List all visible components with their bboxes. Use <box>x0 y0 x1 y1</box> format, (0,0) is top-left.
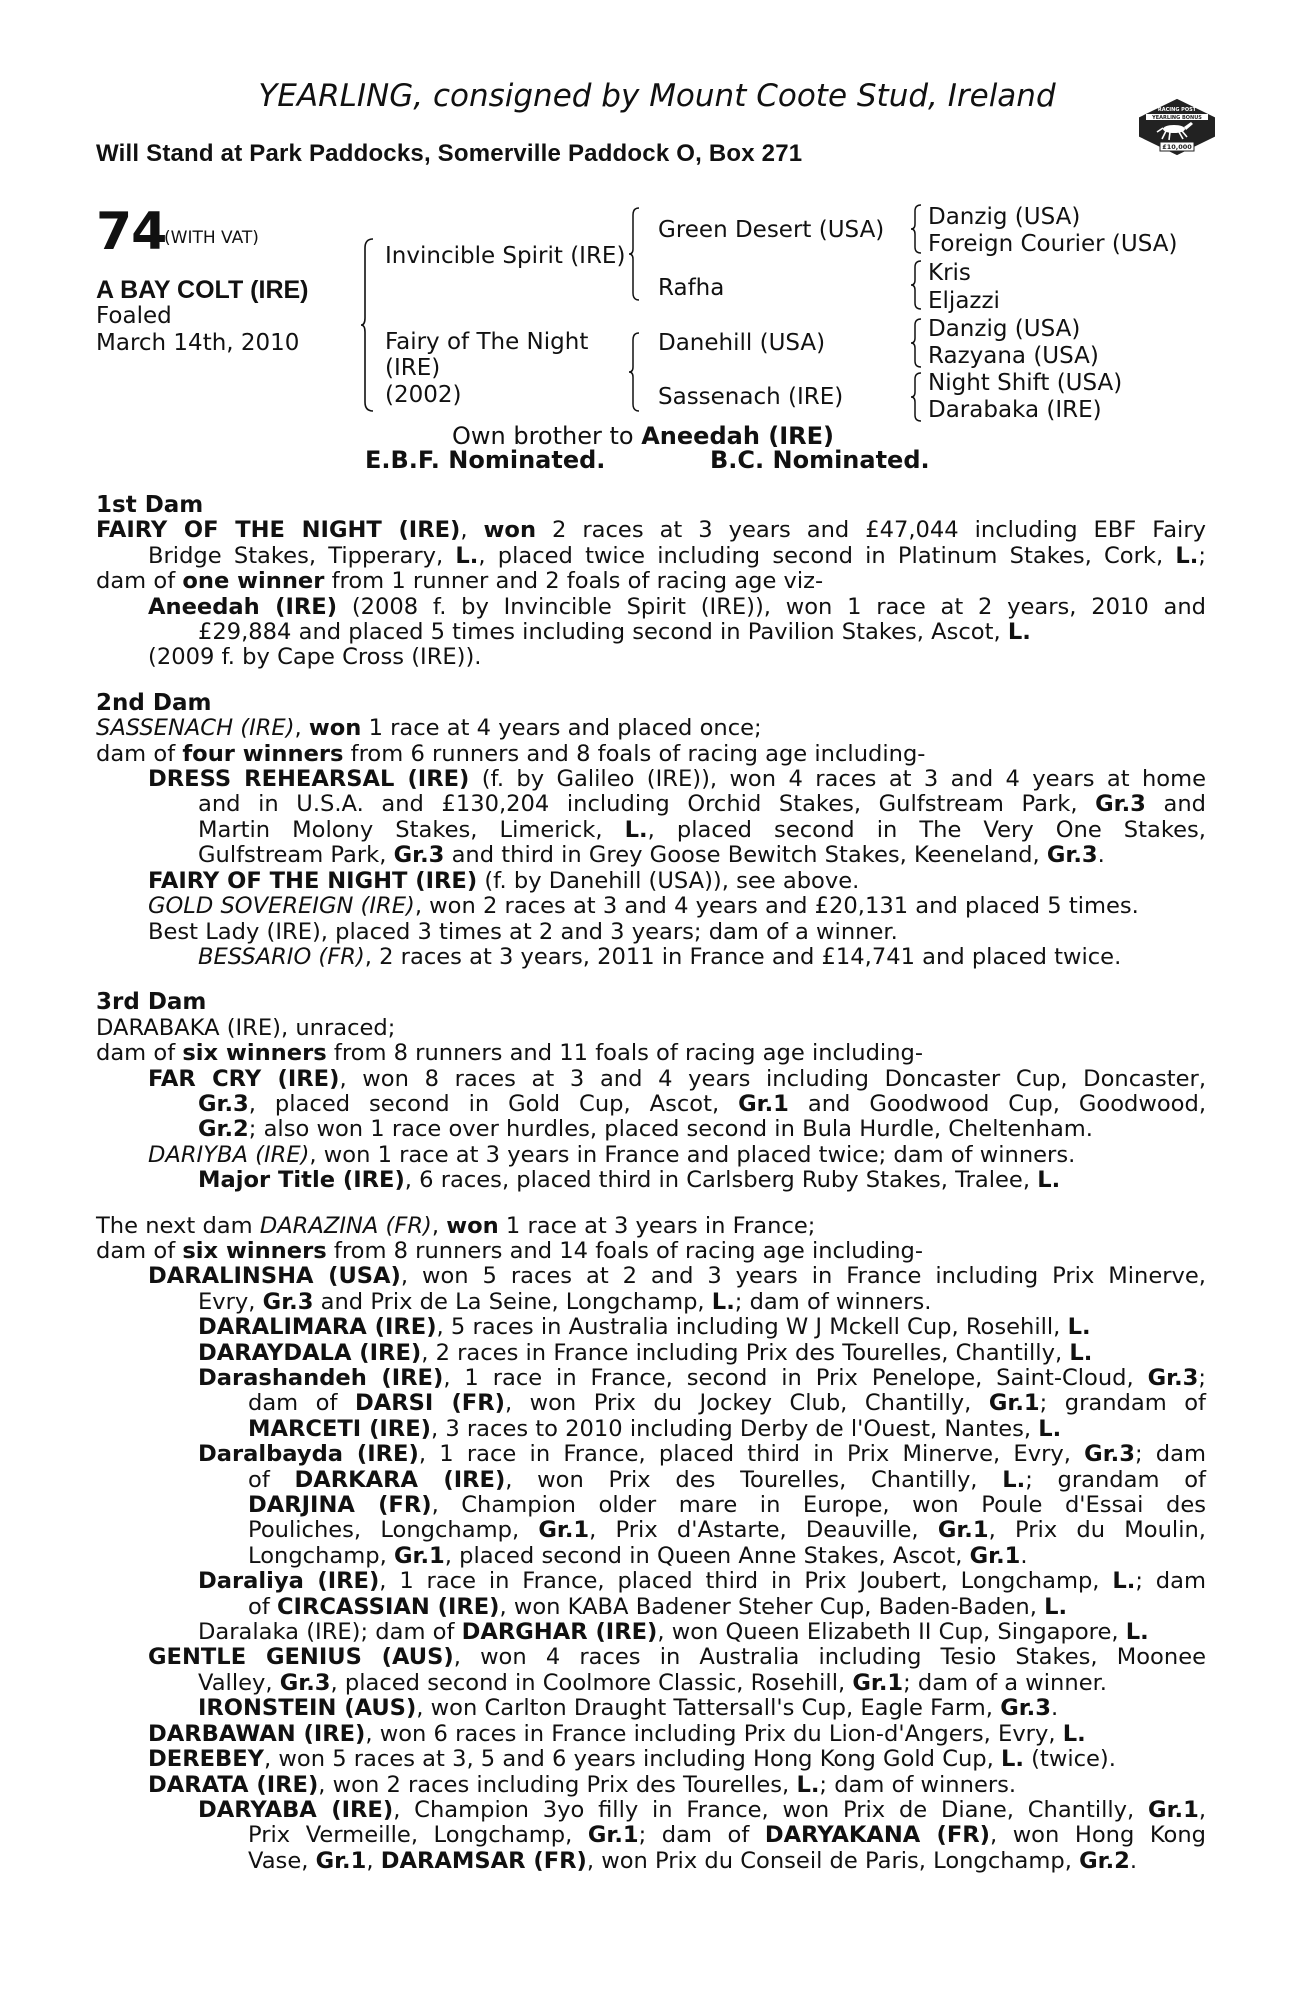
text-segment: DARYABA (IRE) <box>198 1796 394 1823</box>
text-segment: L. <box>1007 619 1031 646</box>
third-dam-line <box>96 1168 1206 1193</box>
text-segment: , placed second in The Very One Stakes, <box>647 816 1206 843</box>
text-segment: Gr.2 <box>1079 1847 1130 1874</box>
text-segment: Valley, <box>198 1669 280 1696</box>
third-dam-line <box>96 1067 1206 1092</box>
pedigree-dam-line2: (IRE) <box>385 355 441 381</box>
text-segment: . <box>1020 1542 1028 1569</box>
own-brother-prefix: Own brother to <box>452 422 642 450</box>
text-segment: and <box>1145 791 1206 818</box>
text-segment: (f. by Galileo (IRE)), won 4 races at 3 and 4 years at home <box>469 766 1207 793</box>
pedigree-g3-6: Razyana (USA) <box>928 343 1099 369</box>
text-segment: Gr.1 <box>1148 1796 1199 1823</box>
next-dam-line <box>96 1798 1206 1823</box>
next-dam-line <box>96 1569 1206 1594</box>
text-segment: , 3 races to 2010 including Derby de l'Ouest, Nantes, <box>430 1415 1039 1442</box>
text-segment: , placed second in Gold Cup, Ascot, <box>248 1090 739 1117</box>
text-segment: IRONSTEIN (AUS) <box>198 1695 417 1722</box>
pedigree-g3-3: Kris <box>928 260 971 286</box>
pedigree-g3-2: Foreign Courier (USA) <box>928 231 1178 257</box>
first-dam-line <box>96 544 1206 569</box>
text-segment: one winner <box>182 568 325 595</box>
text-segment: of <box>248 1466 295 1493</box>
next-dam-line <box>96 1417 1206 1442</box>
text-segment: . <box>1129 1847 1138 1874</box>
next-dam-line <box>96 1493 1206 1518</box>
text-segment: , Champion older mare in Europe, won Poule d'Essai des <box>431 1492 1206 1519</box>
text-segment: , 2 races in France including Prix des Tourelles, Chantilly, <box>421 1339 1070 1366</box>
text-segment: , <box>431 1212 447 1239</box>
pedigree-sire-dam: Rafha <box>658 275 725 301</box>
second-dam-line <box>96 843 1206 868</box>
text-segment: Aneedah (IRE) <box>148 593 338 620</box>
pedigree-dam-sire: Danehill (USA) <box>658 330 826 356</box>
text-segment: DARATA (IRE) <box>148 1771 319 1798</box>
second-dam-line <box>96 894 1206 919</box>
text-segment: , won 6 races in France including Prix du Lion-d'Angers, Evry, <box>365 1720 1063 1747</box>
foaled-date: March 14th, 2010 <box>96 330 300 356</box>
first-dam-line <box>96 518 1206 543</box>
second-dam-line <box>96 716 1206 741</box>
text-segment: ; dam of winners. <box>819 1771 1017 1798</box>
text-segment: L. <box>1037 1167 1061 1194</box>
badge-mid-text: YEARLING BONUS <box>1152 115 1202 121</box>
pedigree-sire-sire: Green Desert (USA) <box>658 217 885 243</box>
pedigree-g3-7: Night Shift (USA) <box>928 370 1123 396</box>
text-segment: dam of <box>96 740 183 767</box>
first-dam-line <box>96 569 1206 594</box>
text-segment: L. <box>1002 1466 1026 1493</box>
text-segment: , 5 races in Australia including W J Mckell Cup, Rosehill, <box>436 1314 1068 1341</box>
text-segment: from 1 runner and 2 foals of racing age viz- <box>324 568 824 595</box>
next-dam-line <box>96 1315 1206 1340</box>
text-segment: Gr.1 <box>538 1517 590 1544</box>
next-dam-line <box>96 1747 1206 1772</box>
text-segment: DARAZINA (FR) <box>259 1212 432 1239</box>
text-segment: Gr.3 <box>279 1669 331 1696</box>
text-segment: from 8 runners and 14 foals of racing age including- <box>326 1237 924 1264</box>
text-segment: , won Prix du Conseil de Paris, Longchamp, <box>586 1847 1080 1874</box>
text-segment: Gr.1 <box>738 1090 789 1117</box>
text-segment: , <box>460 517 484 544</box>
text-segment: , won Prix du Jockey Club, Chantilly, <box>504 1390 989 1417</box>
text-segment: 2 races at 3 years and £47,044 including EBF Fairy <box>536 517 1206 544</box>
text-segment: DRESS REHEARSAL (IRE) <box>148 766 470 793</box>
text-segment: Gr.3 <box>1147 1365 1199 1391</box>
next-dam-line <box>96 1518 1206 1543</box>
text-segment: four winners <box>182 740 344 767</box>
text-segment: Gr.1 <box>315 1847 367 1874</box>
pedigree-brace-main <box>360 238 374 412</box>
foaled-label: Foaled <box>96 303 172 329</box>
text-segment: L. <box>1001 1746 1024 1773</box>
next-dam-line <box>96 1366 1206 1391</box>
text-segment: Gr.1 <box>393 1542 445 1569</box>
text-segment: , won KABA Badener Steher Cup, Baden-Baden, <box>499 1593 1045 1620</box>
text-segment: , placed second in Coolmore Classic, Rosehill, <box>330 1669 853 1696</box>
first-dam-line <box>96 595 1206 620</box>
text-segment: Gr.1 <box>587 1822 639 1849</box>
text-segment: ; dam <box>1134 1441 1206 1468</box>
pedigree-sire: Invincible Spirit (IRE) <box>385 243 626 269</box>
bc-nominated: B.C. Nominated. <box>710 446 930 474</box>
text-segment: dam of <box>96 1040 183 1067</box>
next-dam-line <box>96 1290 1206 1315</box>
pedigree-brace-sire <box>628 207 640 301</box>
text-segment: . <box>1097 842 1105 869</box>
third-dam-line <box>96 1041 1206 1066</box>
dam-name: FAIRY OF THE NIGHT (IRE) <box>96 517 461 544</box>
text-segment: L. <box>1125 1619 1149 1646</box>
text-segment: . <box>1050 1695 1059 1722</box>
next-dam-line <box>96 1620 1206 1645</box>
text-segment: The next dam <box>96 1212 260 1239</box>
text-segment: , placed twice including second in Platinum Stakes, Cork, <box>478 542 1176 569</box>
text-segment: L. <box>1044 1593 1068 1620</box>
text-segment: ; dam of winners. <box>734 1288 932 1315</box>
text-segment: , 1 race in France, placed third in Prix Joubert, Longchamp, <box>379 1568 1113 1595</box>
text-segment: dam of <box>96 1237 183 1264</box>
text-segment: DARBAWAN (IRE) <box>148 1720 366 1747</box>
text-segment: Gr.1 <box>988 1390 1040 1417</box>
text-segment: dam of <box>96 568 183 595</box>
text-segment: Darashandeh (IRE) <box>198 1365 444 1391</box>
text-segment: DARAMSAR (FR) <box>380 1847 587 1874</box>
text-segment: Daraliya (IRE) <box>198 1568 380 1595</box>
text-segment: £29,884 and placed 5 times including second in Pavilion Stakes, Ascot, <box>198 619 1008 646</box>
text-segment: ; grandam of <box>1025 1466 1206 1493</box>
second-dam-line: Best Lady (IRE), placed 3 times at 2 and 3 years; dam of a winner. <box>148 918 898 945</box>
text-segment: DARJINA (FR) <box>248 1492 432 1519</box>
second-dam-line <box>96 792 1206 817</box>
text-segment: Gr.3 <box>198 1090 249 1117</box>
text-segment: , won Queen Elizabeth II Cup, Singapore, <box>657 1619 1126 1646</box>
text-segment: (twice). <box>1023 1746 1116 1773</box>
next-dam-line <box>96 1544 1206 1569</box>
third-dam-line: DARABAKA (IRE), unraced; <box>96 1014 396 1041</box>
text-segment: GENTLE GENIUS (AUS) <box>148 1644 454 1671</box>
text-segment: won <box>446 1212 499 1239</box>
text-segment: , won 5 races at 3, 5 and 6 years including Hong Kong Gold Cup, <box>264 1746 1001 1773</box>
text-segment: Gr.3 <box>393 842 445 869</box>
text-segment: , won 2 races including Prix des Tourelles, <box>318 1771 797 1798</box>
pedigree-brace-dam <box>628 332 640 412</box>
text-segment: won <box>308 715 362 742</box>
text-segment: , won 1 race at 3 years in France and placed twice; dam of winners. <box>309 1141 1076 1168</box>
text-segment: Martin Molony Stakes, Limerick, <box>198 816 625 843</box>
text-segment: , won 4 races in Australia including Tesio Stakes, Moonee <box>453 1644 1206 1671</box>
text-segment: FAIRY OF THE NIGHT (IRE) <box>148 867 478 894</box>
text-segment: L. <box>1067 1314 1091 1341</box>
next-dam-line <box>96 1696 1206 1721</box>
text-segment: , <box>294 715 309 742</box>
text-segment: L. <box>796 1771 820 1798</box>
stand-location: Will Stand at Park Paddocks, Somerville Paddock O, Box 271 <box>96 140 803 167</box>
badge-top-text: RACING POST <box>1157 107 1197 113</box>
next-dam-line <box>96 1341 1206 1366</box>
pedigree-dam-dam: Sassenach (IRE) <box>658 384 844 410</box>
badge-amount: £10,000 <box>1162 143 1192 151</box>
text-segment: , <box>366 1847 381 1874</box>
text-segment: DARYAKANA (FR) <box>764 1822 990 1849</box>
second-dam-line <box>96 945 1206 970</box>
first-dam-heading: 1st Dam <box>96 492 204 518</box>
text-segment: L. <box>1038 1415 1062 1442</box>
text-segment: L. <box>1112 1568 1136 1595</box>
text-segment: Bridge Stakes, Tipperary, <box>148 542 456 569</box>
pedigree-g3-5: Danzig (USA) <box>928 316 1081 342</box>
ebf-nominated: E.B.F. Nominated. <box>365 446 606 474</box>
text-segment: DARIYBA (IRE) <box>148 1141 310 1168</box>
second-dam-line <box>96 869 1206 894</box>
third-dam-line <box>96 1143 1206 1168</box>
text-segment: , Prix du Moulin, <box>988 1517 1206 1544</box>
vat-note: (WITH VAT) <box>164 228 259 248</box>
text-segment: GOLD SOVEREIGN (IRE) <box>148 893 415 920</box>
own-brother-name: Aneedah (IRE) <box>641 422 835 450</box>
text-segment: , Champion 3yo filly in France, won Prix de Diane, Chantilly, <box>393 1796 1149 1823</box>
text-segment: DARKARA (IRE) <box>294 1466 506 1493</box>
text-segment: L. <box>1069 1339 1093 1366</box>
text-segment: ; dam of a winner. <box>903 1669 1107 1696</box>
text-segment: , 6 races, placed third in Carlsberg Ruby Stakes, Tralee, <box>404 1167 1038 1194</box>
text-segment: Gr.1 <box>937 1517 989 1544</box>
text-segment: , 2 races at 3 years, 2011 in France and £14,741 and placed twice. <box>364 943 1122 970</box>
next-dam-line <box>96 1671 1206 1696</box>
text-segment: , won 8 races at 3 and 4 years including Doncaster Cup, Doncaster, <box>339 1065 1206 1092</box>
text-segment: ; also won 1 race over hurdles, placed second in Bula Hurdle, Cheltenham. <box>248 1116 1093 1143</box>
first-dam-line <box>96 620 1206 645</box>
next-dam-line <box>96 1595 1206 1620</box>
text-segment: Prix Vermeille, Longchamp, <box>248 1822 588 1849</box>
second-dam-line <box>96 818 1206 843</box>
text-segment: Pouliches, Longchamp, <box>248 1517 539 1544</box>
text-segment: Gr.1 <box>969 1542 1021 1569</box>
text-segment: L. <box>711 1288 735 1315</box>
catalogue-heading: YEARLING, consigned by Mount Coote Stud, Ireland <box>258 78 1056 114</box>
first-dam-line: (2009 f. by Cape Cross (IRE)). <box>148 644 482 671</box>
text-segment: DARGHAR (IRE) <box>461 1619 658 1646</box>
next-dam-line <box>96 1214 1206 1239</box>
text-segment: MARCETI (IRE) <box>248 1415 431 1442</box>
text-segment: (2008 f. by Invincible Spirit (IRE)), won 1 race at 2 years, 2010 and <box>337 593 1206 620</box>
text-segment: Gr.3 <box>262 1288 314 1315</box>
text-segment: , won 5 races at 2 and 3 years in France including Prix Minerve, <box>400 1263 1206 1290</box>
text-segment: ; <box>1198 542 1206 569</box>
pedigree-g3-1: Danzig (USA) <box>928 204 1081 230</box>
text-segment: Gr.3 <box>1095 791 1146 818</box>
text-segment: Daralaka (IRE); dam of <box>198 1619 462 1646</box>
text-segment: Vase, <box>248 1847 316 1874</box>
text-segment: FAR CRY (IRE) <box>148 1065 340 1092</box>
text-segment: 1 race at 3 years in France; <box>498 1212 816 1239</box>
text-segment: (f. by Danehill (USA)), see above. <box>477 867 860 894</box>
next-dam-line <box>96 1722 1206 1747</box>
text-segment: Longchamp, <box>248 1542 394 1569</box>
text-segment: L. <box>1175 542 1199 569</box>
text-segment: Daralbayda (IRE) <box>198 1441 419 1468</box>
text-segment: six winners <box>182 1237 327 1264</box>
text-segment: , won 2 races at 3 and 4 years and £20,131 and placed 5 times. <box>414 893 1139 920</box>
text-segment: SASSENACH (IRE) <box>96 715 295 742</box>
text-segment: , <box>1198 1796 1206 1823</box>
next-dam-line <box>96 1264 1206 1289</box>
pedigree-dam-line3: (2002) <box>385 382 462 408</box>
text-segment: , won Hong Kong <box>989 1822 1207 1849</box>
next-dam-line <box>96 1773 1206 1798</box>
text-segment: won <box>483 517 537 544</box>
text-segment: 1 race at 4 years and placed once; <box>361 715 762 742</box>
next-dam-line <box>96 1849 1206 1874</box>
text-segment: , 1 race in France, placed third in Prix Minerve, Evry, <box>418 1441 1085 1468</box>
next-dam-line <box>96 1468 1206 1493</box>
text-segment: six winners <box>182 1040 327 1067</box>
next-dam-line <box>96 1391 1206 1416</box>
text-segment: from 6 runners and 8 foals of racing age including- <box>343 740 926 767</box>
text-segment: L. <box>455 542 479 569</box>
pedigree-dam-line1: Fairy of The Night <box>385 329 589 355</box>
text-segment: Gr.3 <box>1084 1441 1135 1468</box>
third-dam-line <box>96 1092 1206 1117</box>
text-segment: ; dam of <box>638 1822 765 1849</box>
second-dam-line <box>96 767 1206 792</box>
text-segment: Gulfstream Park, <box>198 842 394 869</box>
text-segment: L. <box>624 816 648 843</box>
third-dam-line <box>96 1117 1206 1142</box>
text-segment: L. <box>1062 1720 1086 1747</box>
section-gap <box>96 1194 1206 1214</box>
produce-record <box>96 493 1206 1874</box>
text-segment: DEREBEY <box>148 1746 265 1773</box>
text-segment: , placed second in Queen Anne Stakes, Ascot, <box>444 1542 970 1569</box>
text-segment: Gr.3 <box>1000 1695 1051 1722</box>
pedigree-brace-g3-1 <box>910 204 922 254</box>
text-segment: DARALIMARA (IRE) <box>198 1314 437 1341</box>
third-dam-heading: 3rd Dam <box>96 989 207 1016</box>
text-segment: and Goodwood Cup, Goodwood, <box>788 1090 1207 1117</box>
text-segment: , won Prix des Tourelles, Chantilly, <box>505 1466 1003 1493</box>
pedigree-g3-4: Eljazzi <box>928 288 1000 314</box>
next-dam-line <box>96 1442 1206 1467</box>
text-segment: , Prix d'Astarte, Deauville, <box>589 1517 938 1544</box>
text-segment: , won Carlton Draught Tattersall's Cup, Eagle Farm, <box>416 1695 1001 1722</box>
pedigree-brace-g3-3 <box>910 318 922 368</box>
text-segment: dam of <box>248 1390 355 1417</box>
pedigree-brace-g3-2 <box>910 260 922 310</box>
next-dam-line <box>96 1239 1206 1264</box>
text-segment: of <box>248 1593 277 1620</box>
lot-number: 74 <box>96 202 167 262</box>
text-segment: DARSI (FR) <box>354 1390 505 1417</box>
text-segment: DARAYDALA (IRE) <box>198 1339 422 1366</box>
yearling-bonus-badge <box>1136 96 1218 158</box>
text-segment: Gr.3 <box>1046 842 1098 869</box>
text-segment: and third in Grey Goose Bewitch Stakes, Keeneland, <box>444 842 1047 869</box>
text-segment: Gr.1 <box>852 1669 904 1696</box>
text-segment: CIRCASSIAN (IRE) <box>276 1593 500 1620</box>
next-dam-line <box>96 1645 1206 1670</box>
second-dam-heading: 2nd Dam <box>96 689 212 716</box>
next-dam-line <box>96 1823 1206 1848</box>
text-segment: from 8 runners and 11 foals of racing age including- <box>326 1040 924 1067</box>
text-segment: ; dam <box>1135 1568 1206 1595</box>
text-segment: and Prix de La Seine, Longchamp, <box>313 1288 712 1315</box>
text-segment: BESSARIO (FR) <box>198 943 365 970</box>
text-segment: DARALINSHA (USA) <box>148 1263 401 1290</box>
text-segment: and in U.S.A. and £130,204 including Orchid Stakes, Gulfstream Park, <box>198 791 1096 818</box>
text-segment: Evry, <box>198 1288 263 1315</box>
pedigree-g3-8: Darabaka (IRE) <box>928 397 1102 423</box>
text-segment: Major Title (IRE) <box>198 1167 405 1194</box>
text-segment: , 1 race in France, second in Prix Penelope, Saint-Cloud, <box>443 1365 1148 1391</box>
second-dam-line <box>96 742 1206 767</box>
pedigree-brace-g3-4 <box>910 372 922 422</box>
text-segment: Gr.2 <box>198 1116 249 1143</box>
text-segment: ; grandam of <box>1039 1390 1207 1417</box>
lot-description: A BAY COLT (IRE) <box>96 276 309 304</box>
text-segment: ; <box>1198 1365 1207 1391</box>
